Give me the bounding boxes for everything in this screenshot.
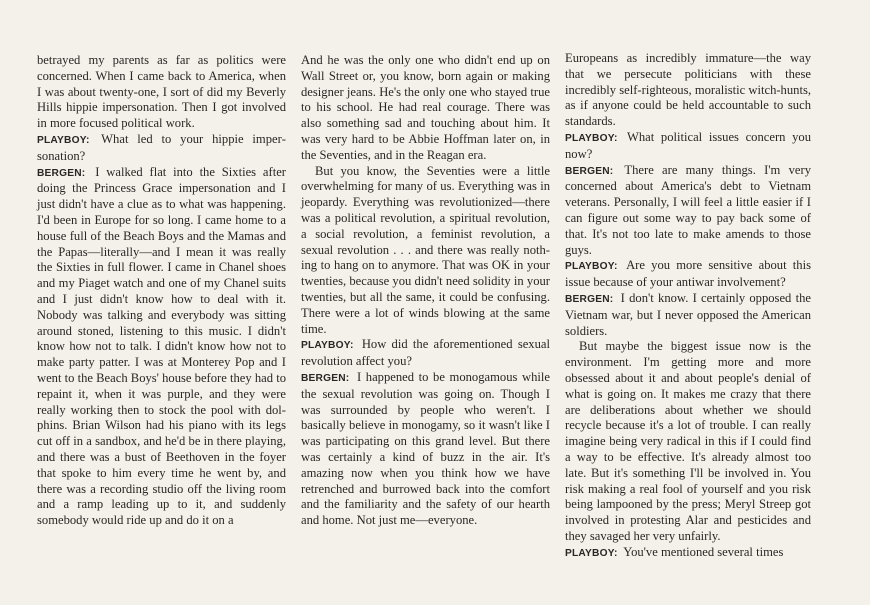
- paragraph-text: What led to your hippie impersonation?: [37, 131, 286, 163]
- text-column-3: [565, 51, 811, 562]
- speaker-label: BERGEN:: [565, 165, 614, 177]
- paragraph: [565, 339, 811, 544]
- speaker-label: BERGEN:: [565, 293, 614, 305]
- text-column-1: [37, 53, 286, 529]
- paragraph-text: But you know, the Seventies were a little overwhelming for many of us. Everything was in jeopardy. Everything was revolutionized—there was a political revolution, a spiritual revolution, a social revolution, a feminist revolution, a sexual revolution . . . and there was really nothing to hang on to anymore. That was OK in your twenties, because you didn't need solidity in your twenties, but all the same, it could be confusing. There were a lot of winds blowing at the same time.: [301, 163, 550, 336]
- paragraph: [301, 370, 550, 529]
- paragraph: [37, 53, 286, 132]
- paragraph: [565, 51, 811, 130]
- paragraph: [301, 164, 550, 338]
- paragraph-text: Are you more sensitive about this issue because of your antiwar involvement?: [565, 258, 811, 290]
- speaker-label: BERGEN:: [301, 372, 350, 384]
- text-column-2: [301, 53, 550, 529]
- paragraph-text: I walked flat into the Sixties after doing the Princess Grace impersonation and I just didn't have a clue as to what was happening. I'd been in Europe for so long. I came home to a house full of the Beach Boys and the Mamas and the Papas—literally—and I mean it was really the Sixties in full flower. I came in Chanel shoes and my Piaget watch and one of my Chanel suits and I just didn't know how to deal with it. Nobody was talking and everybody was sitting around stoned, listening to this music. I didn't know how not to talk. I didn't know how not to make party patter. I was at Monterey Pop and I went to the Beach Boys' house before they had to repaint it, when it was purple, and they were really working then to stock the pool with dolphins. Brian Wilson had his piano with its legs cut off in a sandbox, and he'd be in there playing, and there was a bust of Beethoven in the foyer that spoke to him every time he went by, and there was a recording studio off the living room and a ramp leading up to it, and suddenly somebody would ride up and do it on a: [37, 164, 286, 528]
- speaker-label: PLAYBOY:: [565, 132, 618, 144]
- paragraph: [37, 165, 286, 529]
- paragraph: [37, 132, 286, 165]
- paragraph-text: There are many things. I'm very concerned about America's debt to Vietnam veterans. Personally, I will feel a little easier if I can figure out some way to pay back some of that. It's not too late to make amends to those guys.: [565, 162, 811, 257]
- paragraph-text: And he was the only one who didn't end up on Wall Street or, you know, born again or making designer jeans. He's the only one who stayed true to his school. He had real courage. There was also something sad and touching about him. It was very hard to be Abbie Hoffman later on, in the Seventies, and in the Reagan era.: [301, 53, 550, 162]
- paragraph-text: betrayed my parents as far as politics were concerned. When I came back to America, when I was about twenty-one, I sort of did my Beverly Hills hippie impersonation. Then I got involved in more focused political work.: [37, 53, 286, 131]
- paragraph-text: What political issues concern you now?: [565, 129, 812, 161]
- paragraph: [565, 258, 811, 291]
- speaker-label: PLAYBOY:: [301, 340, 354, 352]
- speaker-label: PLAYBOY:: [37, 134, 90, 146]
- paragraph-text: But maybe the biggest issue now is the environment. I'm getting more and more obsessed about it and about people's denial of what is going on. It makes me crazy that there are deliberations about whether we should recycle because it's a lot of trouble. I can really imagine being very radical in this if I could find a way to be effective. It's already almost too late. But it's something I'll be involved in. You risk making a real fool of yourself and you risk being lampooned by the press; Meryl Streep got involved in protesting Alar and pesticides and they savaged her very unfairly.: [565, 339, 811, 543]
- speaker-label: PLAYBOY:: [565, 547, 618, 559]
- speaker-label: PLAYBOY:: [565, 261, 618, 273]
- paragraph-text: I don't know. I certainly opposed the Vietnam war, but I never opposed the American soldiers.: [565, 290, 811, 338]
- paragraph: [565, 130, 811, 163]
- paragraph: [301, 53, 550, 164]
- paragraph: [301, 337, 550, 370]
- paragraph: [565, 291, 811, 339]
- paragraph-text: I happened to be monogamous while the sexual revolution was going on. Though I was surrounded by people who weren't. I basically believe in monogamy, so it wasn't like I was participating on this grand level. But there was certainly a kind of buzz in the air. It's amazing now when you think how we have retrenched and burrowed back into the comfort and the familiarity and the safety of our hearth and home. Not just me—everyone.: [301, 369, 550, 528]
- paragraph: [565, 163, 811, 259]
- paragraph-text: You've mentioned several times: [623, 544, 784, 559]
- speaker-label: BERGEN:: [37, 167, 86, 179]
- paragraph: [565, 545, 811, 562]
- paragraph-text: How did the aforementioned sexual revolution affect you?: [301, 337, 550, 369]
- paragraph-text: Europeans as incredibly immature—the way that we persecute politicians with these incredibly self-righteous, moralistic witch-hunts, as if anyone could be held accountable to such standards.: [565, 51, 811, 129]
